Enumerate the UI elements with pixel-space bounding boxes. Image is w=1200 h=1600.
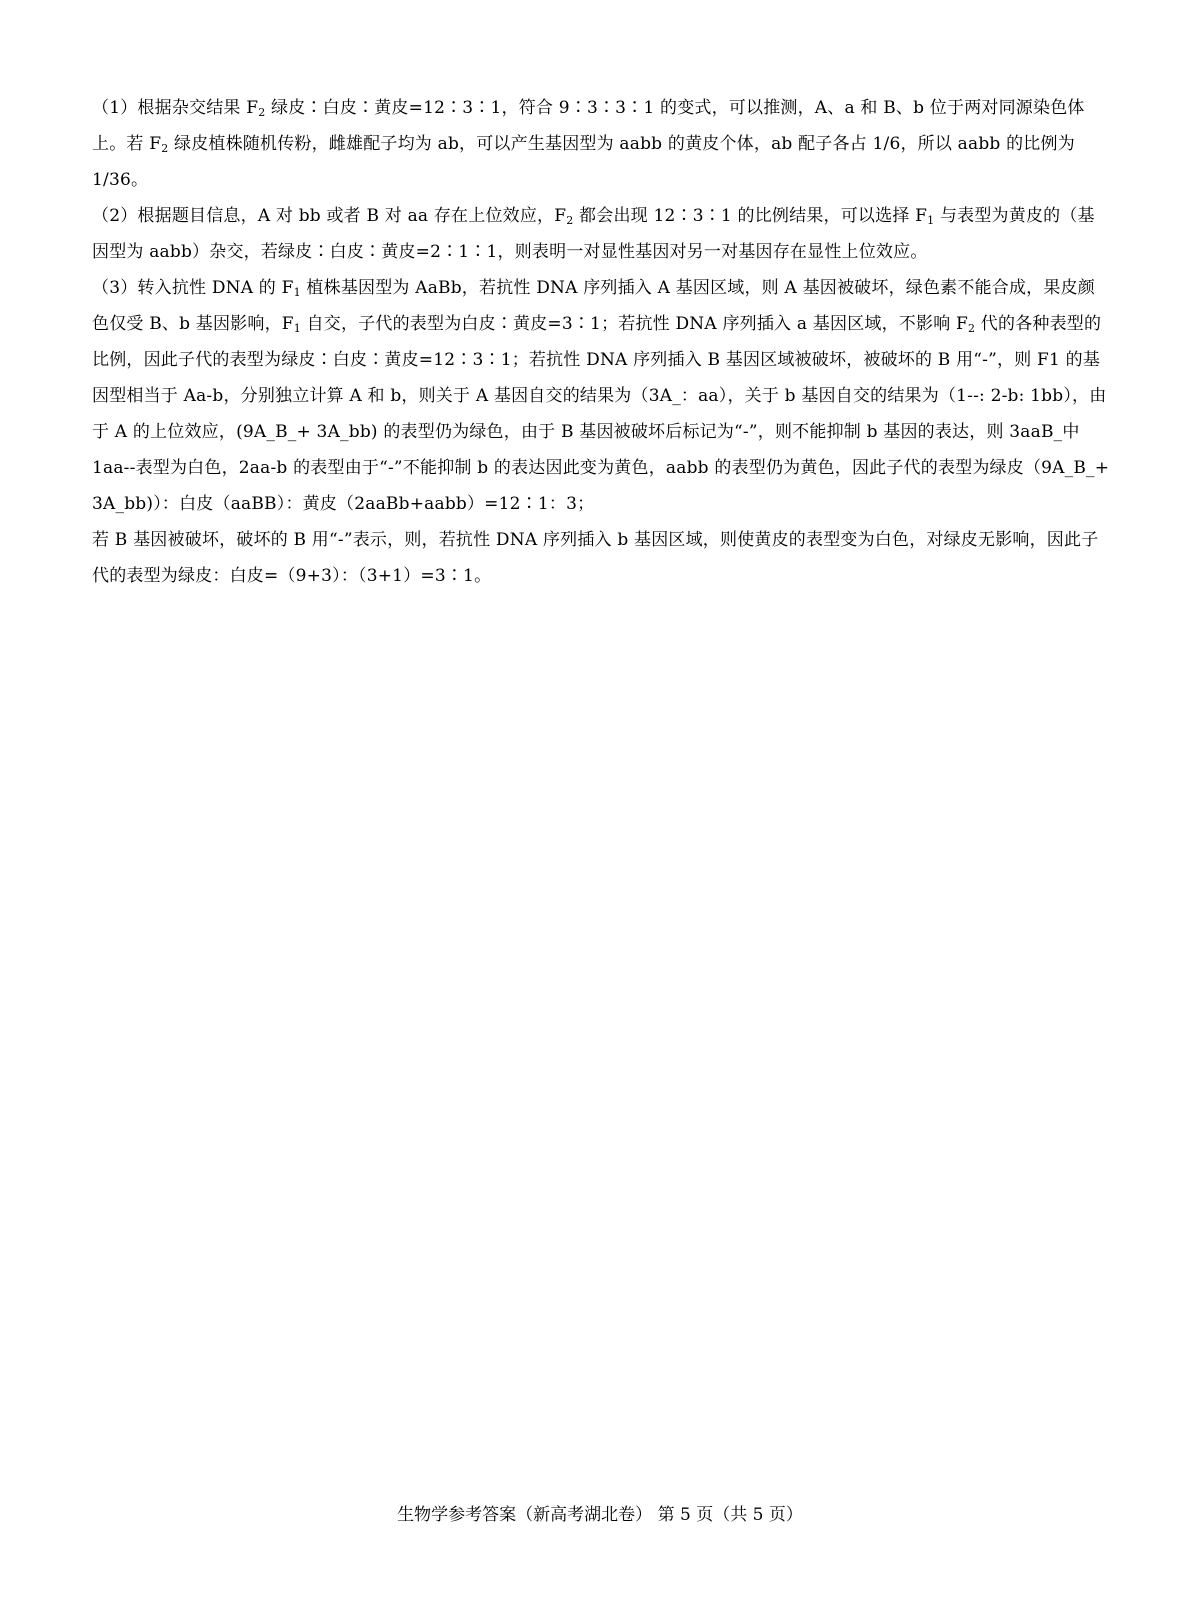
subscript: 1: [293, 286, 301, 299]
subscript: 2: [258, 106, 266, 119]
answer-body: [92, 90, 1110, 594]
text-run: （2）根据题目信息，A 对 bb 或者 B 对 aa 存在上位效应，F: [92, 206, 567, 226]
answer-paragraph: [92, 90, 1110, 198]
page-footer: 生物学参考答案（新高考湖北卷） 第 5 页（共 5 页）: [397, 1505, 803, 1525]
subscript: 2: [161, 142, 169, 155]
subscript: 2: [968, 322, 976, 335]
answer-paragraph: [92, 198, 1110, 270]
text-run: 自交，子代的表型为白皮∶黄皮=3∶1；若抗性 DNA 序列插入 a 基因区域，不影响 F: [300, 314, 968, 334]
text-run: （1）根据杂交结果 F: [92, 98, 259, 118]
text-run: 绿皮∶白皮∶黄皮=12∶3∶1，符合 9∶3∶3∶1 的变式，可以推测，A、a 和 B、b 位于两对同源染色体上。若 F: [92, 98, 1085, 154]
text-run: （3）转入抗性 DNA 的 F: [92, 278, 294, 298]
subscript: 1: [927, 214, 935, 227]
text-run: 代的各种表型的比例，因此子代的表型为绿皮∶白皮∶黄皮=12∶3∶1；若抗性 DNA 序列插入 B 基因区域被破坏，被破坏的 B 用“-”，则 F1 的基因型相当于 Aa-b，分别独立计算 A 和 b，则关于 A 基因自交的结果为（3A_：aa），关于 b 基因自交的结果为（1--: 2-b: 1bb），由于 A 的上位效应，(9A_B_+ 3A_bb) 的表型仍为绿色，由于 B 基因被破坏后标记为“-”，则不能抑制 b 基因的表达，则 3aaB_中 1aa--表型为白色，2aa-b 的表型由于“-”不能抑制 b 的表达因此变为黄色，aabb 的表型仍为黄色，因此子代的表型为绿皮（9A_B_+ 3A_bb)）：白皮（aaBB）：黄皮（2aaBb+aabb）=12∶1：3；: [92, 314, 1110, 514]
text-run: 植株基因型为 AaBb，若抗性 DNA 序列插入 A 基因区域，则 A 基因被破坏，绿色素不能合成，果皮颜色仅受 B、b 基因影响，F: [92, 278, 1095, 334]
answer-paragraph: [92, 270, 1110, 522]
subscript: 1: [293, 322, 301, 335]
text-run: 与表型为黄皮的（基因型为 aabb）杂交，若绿皮∶白皮∶黄皮=2∶1∶1，则表明一对显性基因对另一对基因存在显性上位效应。: [92, 206, 1095, 262]
text-run: 都会出现 12∶3∶1 的比例结果，可以选择 F: [573, 206, 928, 226]
text-run: 若 B 基因被破坏，破坏的 B 用“-”表示，则，若抗性 DNA 序列插入 b 基因区域，则使黄皮的表型变为白色，对绿皮无影响，因此子代的表型为绿皮：白皮=（9+3）：（3+1）=3∶1。: [92, 530, 1099, 586]
subscript: 2: [566, 214, 574, 227]
text-run: 绿皮植株随机传粉，雌雄配子均为 ab，可以产生基因型为 aabb 的黄皮个体，ab 配子各占 1/6，所以 aabb 的比例为 1/36。: [92, 134, 1075, 190]
answer-paragraph: [92, 522, 1110, 594]
